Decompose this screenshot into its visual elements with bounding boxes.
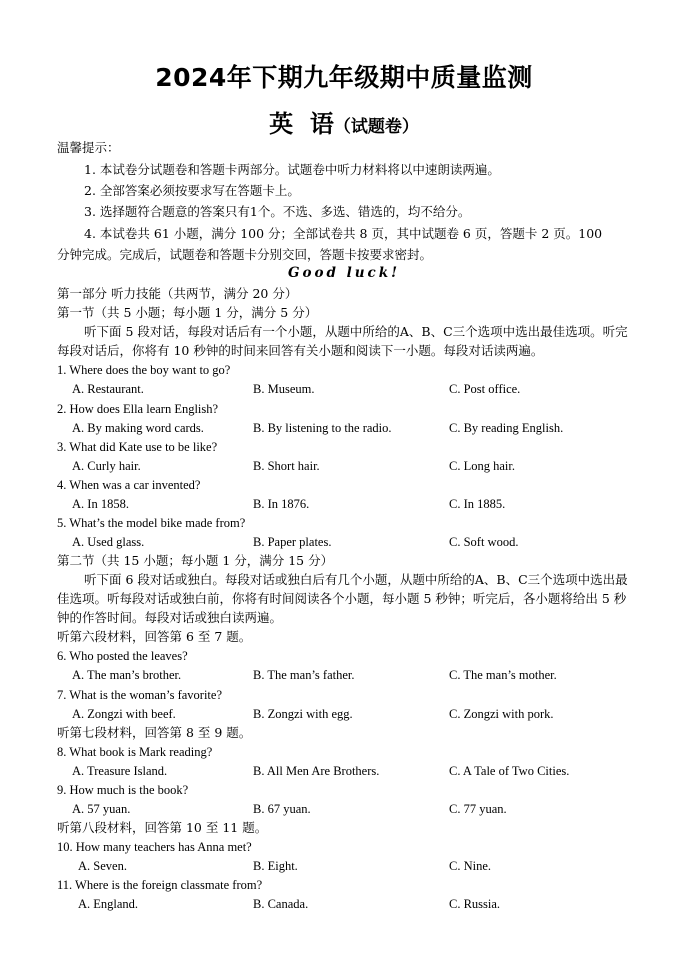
q3-option-c: C. Long hair. [449,459,515,473]
q5-option-c: C. Soft wood. [449,535,519,549]
question-8: 8. What book is Mark reading? [57,745,213,759]
q9-option-c: C. 77 yuan. [449,802,507,816]
question-7: 7. What is the woman’s favorite? [57,688,223,702]
exam-title: 2024年下期九年级期中质量监测 [155,63,533,92]
question-1: 1. Where does the boy want to go? [57,363,231,377]
good-luck: Good luck! [287,265,401,281]
q1-option-a: A. Restaurant. [72,382,144,396]
q11-option-b: B. Canada. [253,897,309,911]
q4-option-c: C. In 1885. [449,497,506,511]
q5-option-a: A. Used glass. [72,535,145,549]
q10-option-a: A. Seven. [78,859,127,873]
tip-item-4-line-2: 分钟完成。完成后，试题卷和答题卡分别交回，答题卡按要求密封。 [57,247,433,262]
question-4: 4. When was a car invented? [57,478,201,492]
section2-title: 第二节（共 15 小题；每小题 1 分，满分 15 分） [57,553,334,568]
question-6: 6. Who posted the leaves? [57,649,188,663]
material-8-heading: 听第八段材料，回答第 10 至 11 题。 [57,820,268,835]
q9-option-b: B. 67 yuan. [253,802,311,816]
q8-option-b: B. All Men Are Brothers. [253,764,380,778]
material-7-heading: 听第七段材料，回答第 8 至 9 题。 [57,725,252,740]
q1-option-c: C. Post office. [449,382,521,396]
tip-item-1: 1. 本试卷分试题卷和答题卡两部分。试题卷中听力材料将以中速朗读两遍。 [84,162,500,177]
section2-instructions: 听下面 6 段对话或独白。每段对话或独白后有几个小题，从题中所给的A、B、C三个选项中选出最佳选项。听每段对话或独白前，你将有时间阅读各个小题，每小题 5 秒钟；听完后，各小题将给出 5 秒钟的作答时间。每段对话或独白读两遍。 [57,572,628,625]
subject-name: 英 语 [269,110,334,138]
material-6-heading: 听第六段材料，回答第 6 至 7 题。 [57,629,252,644]
q2-option-a: A. By making word cards. [72,421,204,435]
subject-title [0,104,688,139]
q6-option-c: C. The man’s mother. [449,668,557,682]
q8-option-a: A. Treasure Island. [72,764,168,778]
section1-title: 第一节（共 5 小题；每小题 1 分，满分 5 分） [57,305,318,320]
q8-option-c: C. A Tale of Two Cities. [449,764,570,778]
question-5: 5. What’s the model bike made from? [57,516,246,530]
tip-item-4-line-1: 4. 本试卷共 61 小题，满分 100 分；全部试卷共 8 页，其中试题卷 6 页，答题卡 2 页。100 [84,226,603,241]
question-11: 11. Where is the foreign classmate from? [57,878,263,892]
q5-option-b: B. Paper plates. [253,535,332,549]
tip-item-3: 3. 选择题符合题意的答案只有1个。不选、多选、错选的，均不给分。 [84,204,471,219]
q2-option-b: B. By listening to the radio. [253,421,392,435]
tips-heading: 温馨提示： [57,140,120,155]
part1-title: 第一部分 听力技能（共两节，满分 20 分） [57,286,298,301]
question-2: 2. How does Ella learn English? [57,402,219,416]
question-10: 10. How many teachers has Anna met? [57,840,252,854]
tip-item-2: 2. 全部答案必须按要求写在答题卡上。 [84,183,300,198]
q3-option-b: B. Short hair. [253,459,320,473]
q9-option-a: A. 57 yuan. [72,802,131,816]
subject-note: （试题卷） [333,117,419,137]
q7-option-c: C. Zongzi with pork. [449,707,554,721]
q7-option-b: B. Zongzi with egg. [253,707,353,721]
section1-instructions: 听下面 5 段对话，每段对话后有一个小题，从题中所给的A、B、C三个选项中选出最佳选项。听完每段对话后，你将有 10 秒钟的时间来回答有关小题和阅读下一小题。每段对话读两遍。 [57,324,628,358]
q4-option-a: A. In 1858. [72,497,129,511]
q6-option-b: B. The man’s father. [253,668,355,682]
q10-option-c: C. Nine. [449,859,492,873]
q1-option-b: B. Museum. [253,382,315,396]
question-3: 3. What did Kate use to be like? [57,440,218,454]
q4-option-b: B. In 1876. [253,497,310,511]
q2-option-c: C. By reading English. [449,421,564,435]
question-9: 9. How much is the book? [57,783,189,797]
q7-option-a: A. Zongzi with beef. [72,707,176,721]
q6-option-a: A. The man’s brother. [72,668,182,682]
q3-option-a: A. Curly hair. [72,459,141,473]
q10-option-b: B. Eight. [253,859,298,873]
q11-option-a: A. England. [78,897,139,911]
q11-option-c: C. Russia. [449,897,501,911]
